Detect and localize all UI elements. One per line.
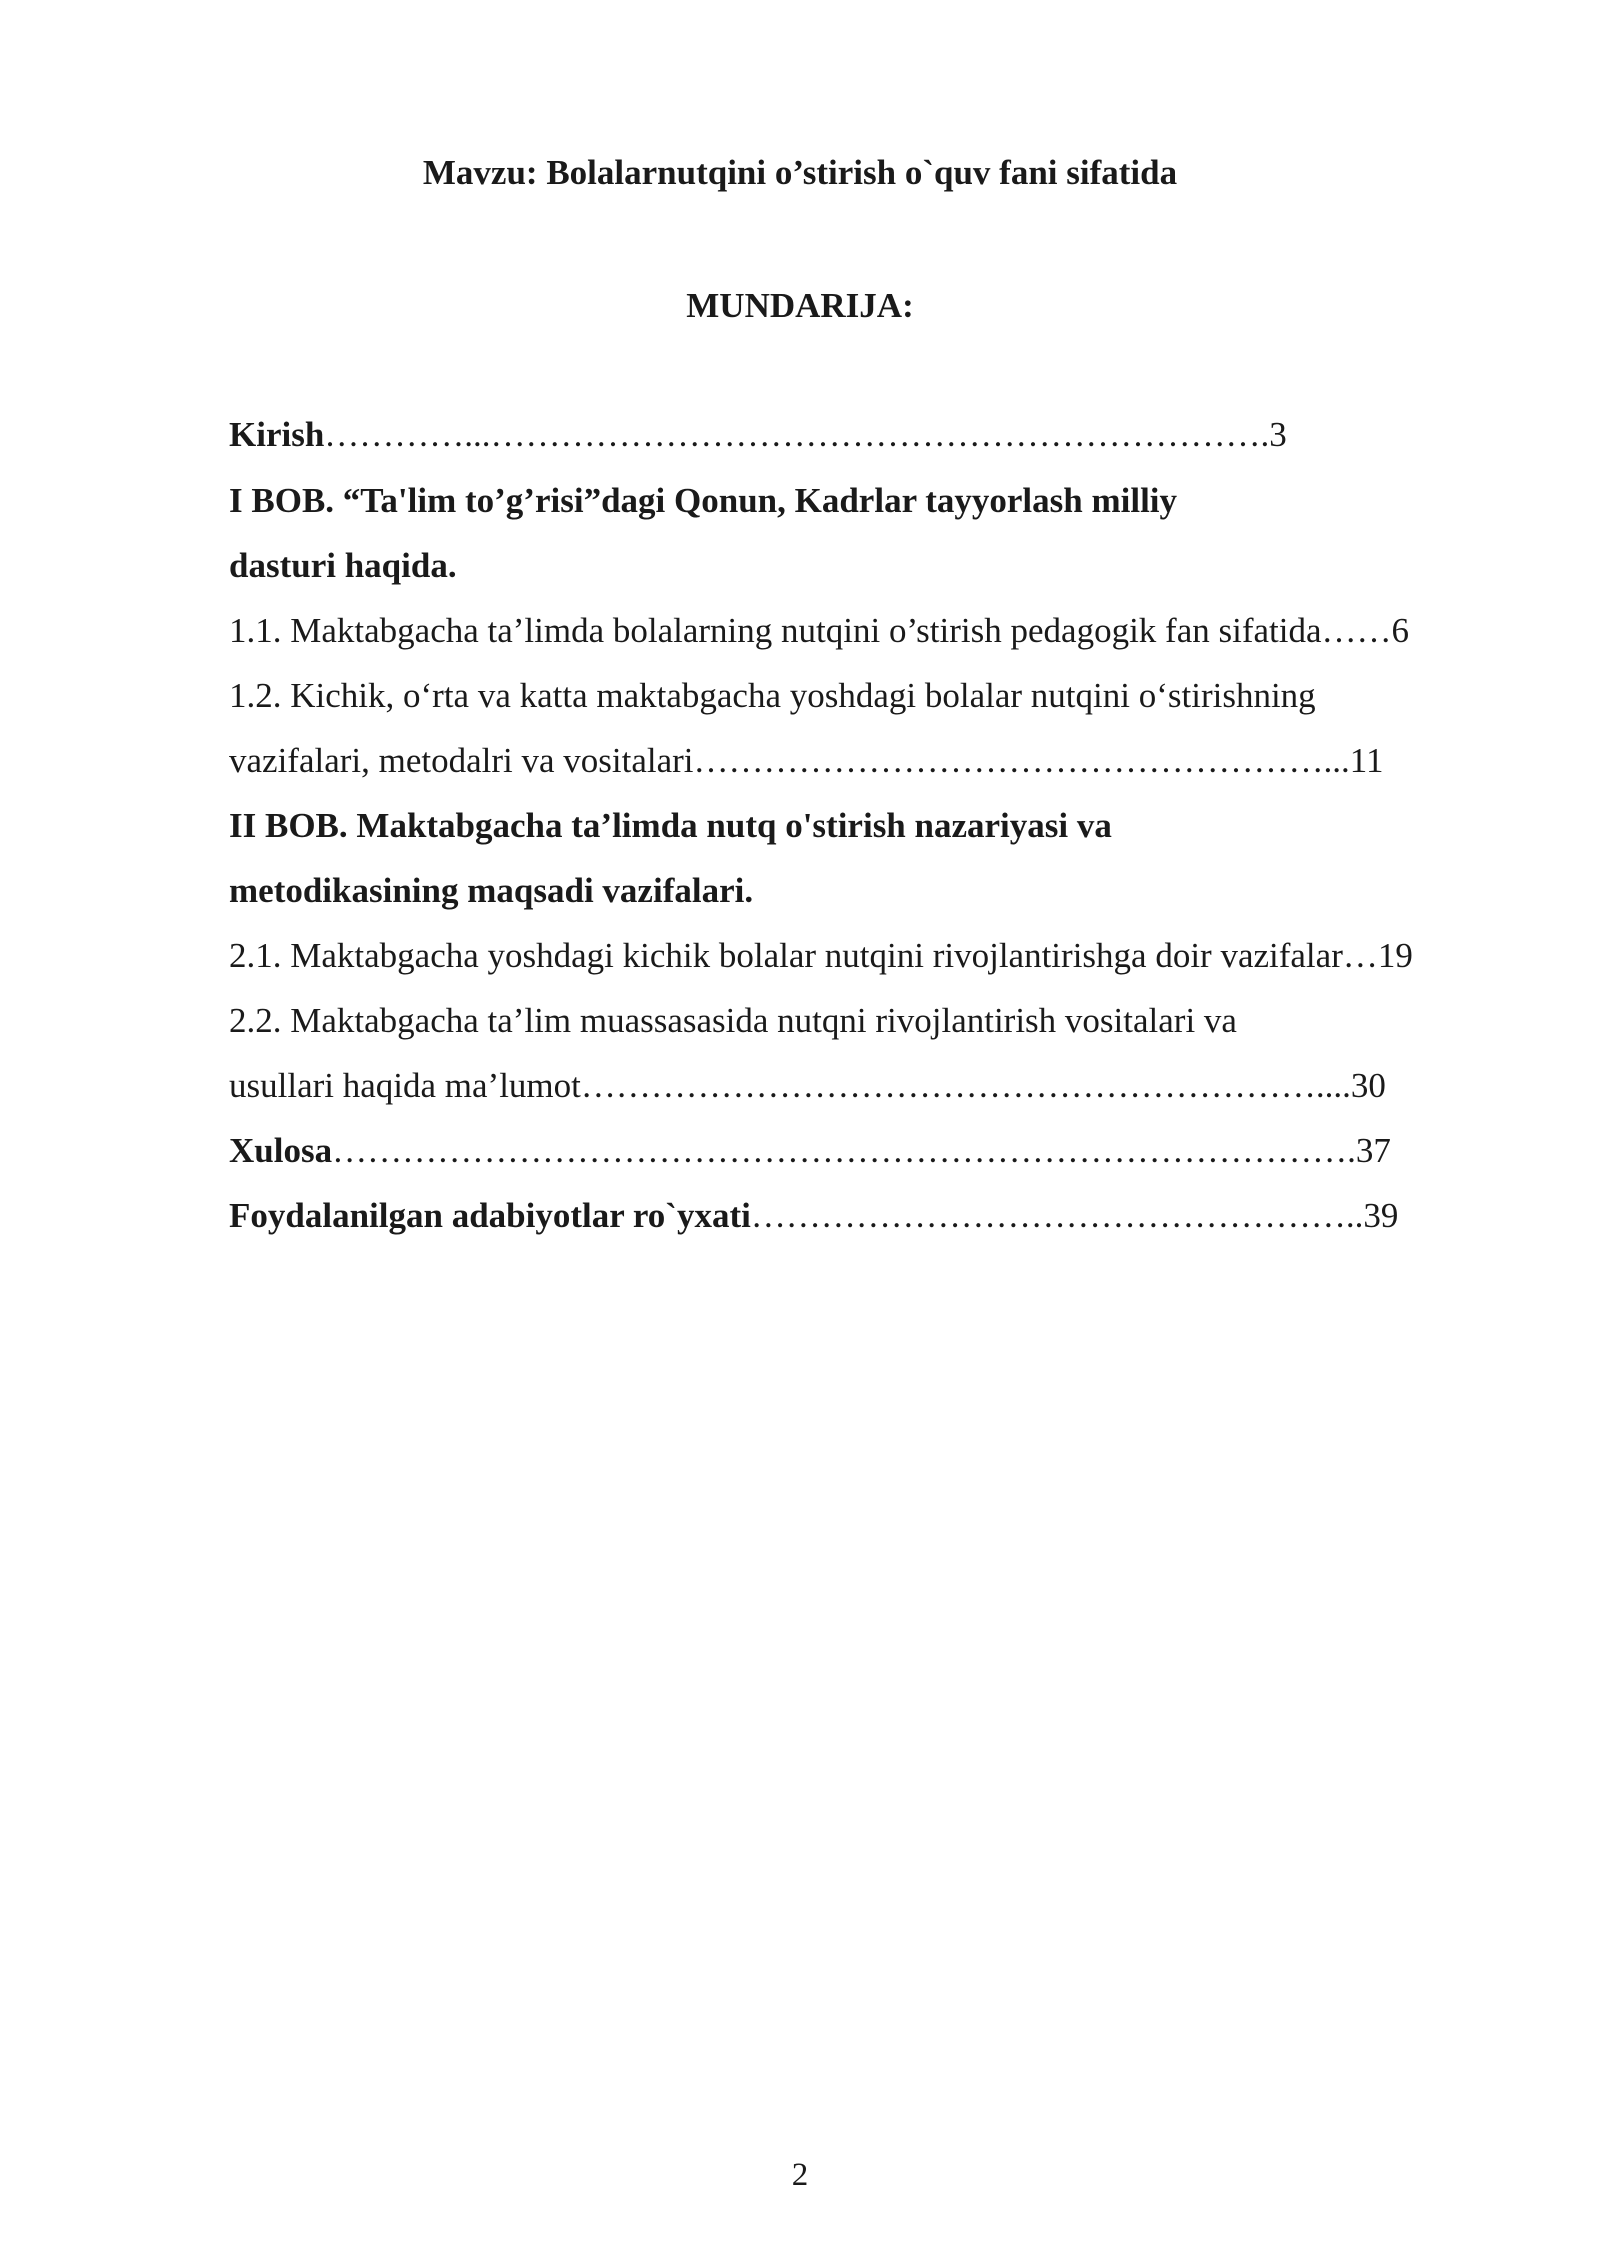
toc-page-number: 37 [1355,1131,1391,1170]
page-number: 2 [791,2157,809,2193]
toc-entry-2-2-line-2 [229,1063,1386,1109]
toc-leader: …………...…………………………………………………………. [324,415,1270,454]
toc-entry-text: usullari haqida ma’lumot……………………………………………………….... [229,1066,1351,1105]
toc-page-number: 19 [1377,936,1413,975]
toc-entry-label: Kirish [229,415,325,454]
toc-heading: MUNDARIJA: [686,286,914,325]
toc-entry-kirish [229,412,1287,458]
toc-page-number: 39 [1363,1196,1399,1235]
toc-chapter-2-line-1: II BOB. Maktabgacha ta’limda nutq o'stirish nazariyasi va [229,806,1112,845]
toc-entry-1-1 [229,608,1409,654]
toc-entry-2-1 [229,933,1413,979]
toc-entry-adabiyotlar [229,1193,1398,1239]
toc-entry-1-2-line-2 [229,738,1383,784]
toc-entry-text: vazifalari, metodalri va vositalari………………………………………………... [229,741,1350,780]
toc-entry-xulosa [229,1128,1391,1174]
toc-entry-label: Foydalanilgan adabiyotlar ro`yxati [229,1196,751,1235]
toc-entry-1-2-line-1: 1.2. Kichik, o‘rta va katta maktabgacha yoshdagi bolalar nutqini o‘stirishning [229,676,1316,715]
page-title: Mavzu: Bolalarnutqini o’stirish o`quv fani sifatida [422,153,1178,192]
toc-entry-text: 2.1. Maktabgacha yoshdagi kichik bolalar nutqini rivojlantirishga doir vazifalar… [229,936,1378,975]
toc-entry-text: 1.1. Maktabgacha ta’limda bolalarning nutqini o’stirish pedagogik fan sifatida…… [229,611,1392,650]
toc-page-number: 11 [1349,741,1384,780]
toc-chapter-1-line-1: I BOB. “Ta'lim to’g’risi”dagi Qonun, Kadrlar tayyorlash milliy [229,481,1178,520]
toc-leader: ……………………………………………………………………………. [332,1131,1356,1170]
toc-page-number: 30 [1350,1066,1386,1105]
toc-page-number: 3 [1269,415,1287,454]
toc-page-number: 6 [1391,611,1410,650]
toc-entry-2-2-line-1: 2.2. Maktabgacha ta’lim muassasasida nutqni rivojlantirish vositalari va [229,1001,1237,1040]
toc-leader: …………………………………………….. [750,1196,1364,1235]
toc-entry-label: Xulosa [229,1131,333,1170]
toc-chapter-2-line-2: metodikasining maqsadi vazifalari. [229,871,754,910]
toc-chapter-1-line-2: dasturi haqida. [229,546,457,585]
